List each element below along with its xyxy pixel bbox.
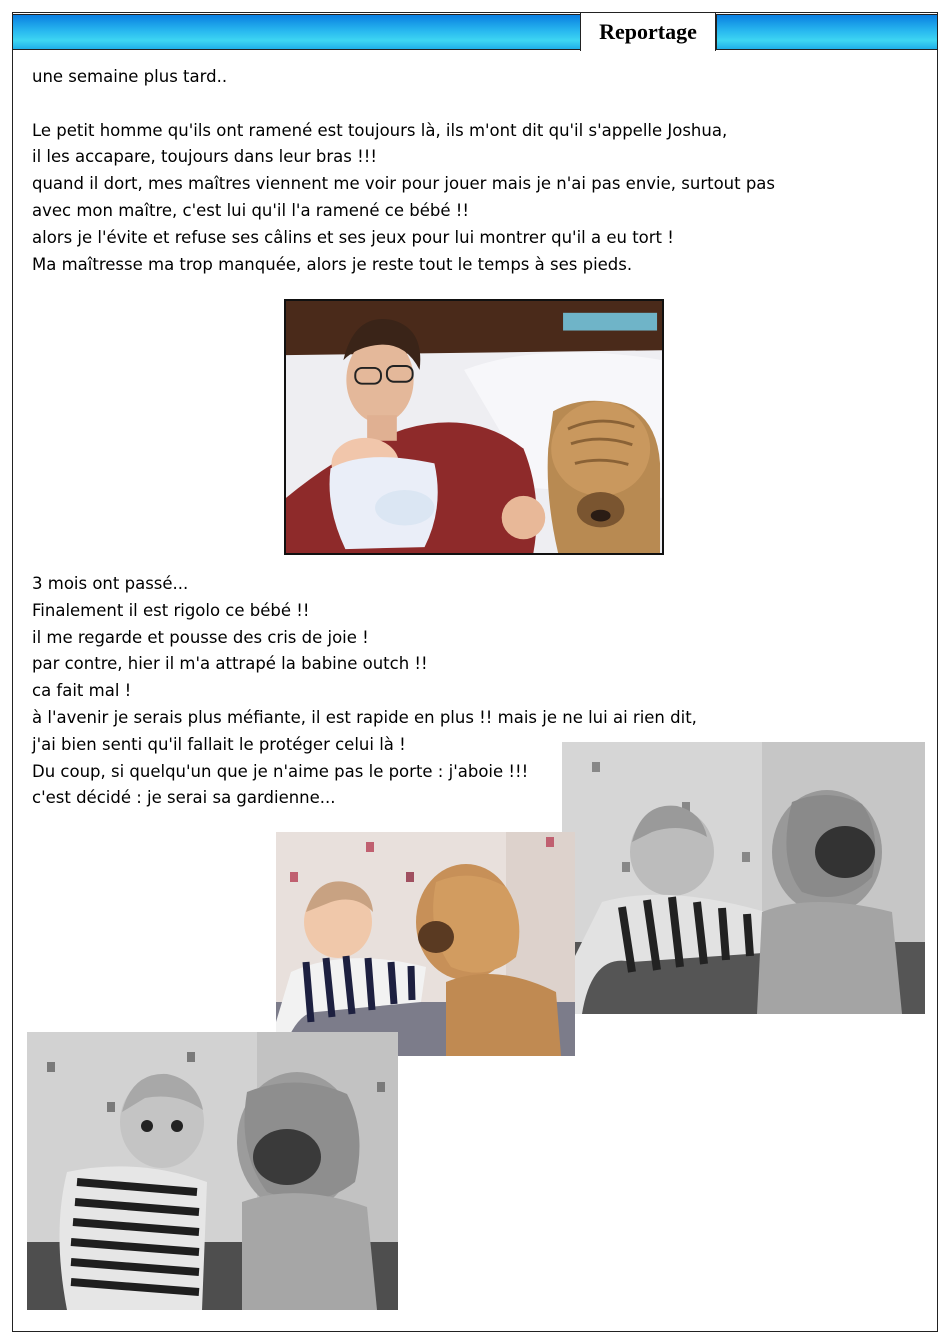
text-line: avec mon maître, c'est lui qu'il l'a ramené ce bébé !! — [32, 200, 469, 220]
text-line: une semaine plus tard.. — [32, 67, 228, 86]
text-line: quand il dort, mes maîtres viennent me voir pour jouer mais je n'ai pas envie, surtout pas — [32, 174, 776, 194]
header-bar-left — [12, 14, 581, 50]
text-line: c'est décidé : je serai sa gardienne... — [32, 788, 336, 808]
photo-baby-dog-color — [276, 832, 575, 1056]
text-line: Finalement il est rigolo ce bébé !! — [32, 600, 310, 620]
text-line: par contre, hier il m'a attrapé la babine outch !! — [32, 654, 428, 674]
blank-line — [32, 91, 775, 118]
text-line: Du coup, si quelqu'un que je n'aime pas le porte : j'aboie !!! — [32, 761, 529, 781]
text-line: 3 mois ont passé... — [32, 574, 189, 593]
text-line: alors je l'évite et refuse ses câlins et ses jeux pour lui montrer qu'il a eu tort ! — [32, 227, 674, 247]
text-line: il les accapare, toujours dans leur bras !!! — [32, 147, 377, 167]
photo-baby-dog-bw-2 — [27, 1032, 398, 1310]
text-line: à l'avenir je serais plus méfiante, il est rapide en plus !! mais je ne lui ai rien dit, — [32, 707, 697, 727]
text-line: Le petit homme qu'ils ont ramené est toujours là, ils m'ont dit qu'il s'appelle Joshua, — [32, 120, 728, 140]
text-line: j'ai bien senti qu'il fallait le protéger celui là ! — [32, 734, 406, 754]
text-line: il me regarde et pousse des cris de joie ! — [32, 627, 369, 647]
photo-man-baby-dog — [284, 299, 664, 555]
section-tab — [580, 12, 716, 51]
photo-baby-dog-bw-1 — [562, 742, 925, 1014]
text-block-1 — [32, 64, 775, 278]
text-line: ca fait mal ! — [32, 681, 132, 701]
text-line: Ma maîtresse ma trop manquée, alors je reste tout le temps à ses pieds. — [32, 254, 633, 274]
header-bar-right — [716, 14, 938, 50]
section-title: Reportage — [599, 19, 697, 44]
